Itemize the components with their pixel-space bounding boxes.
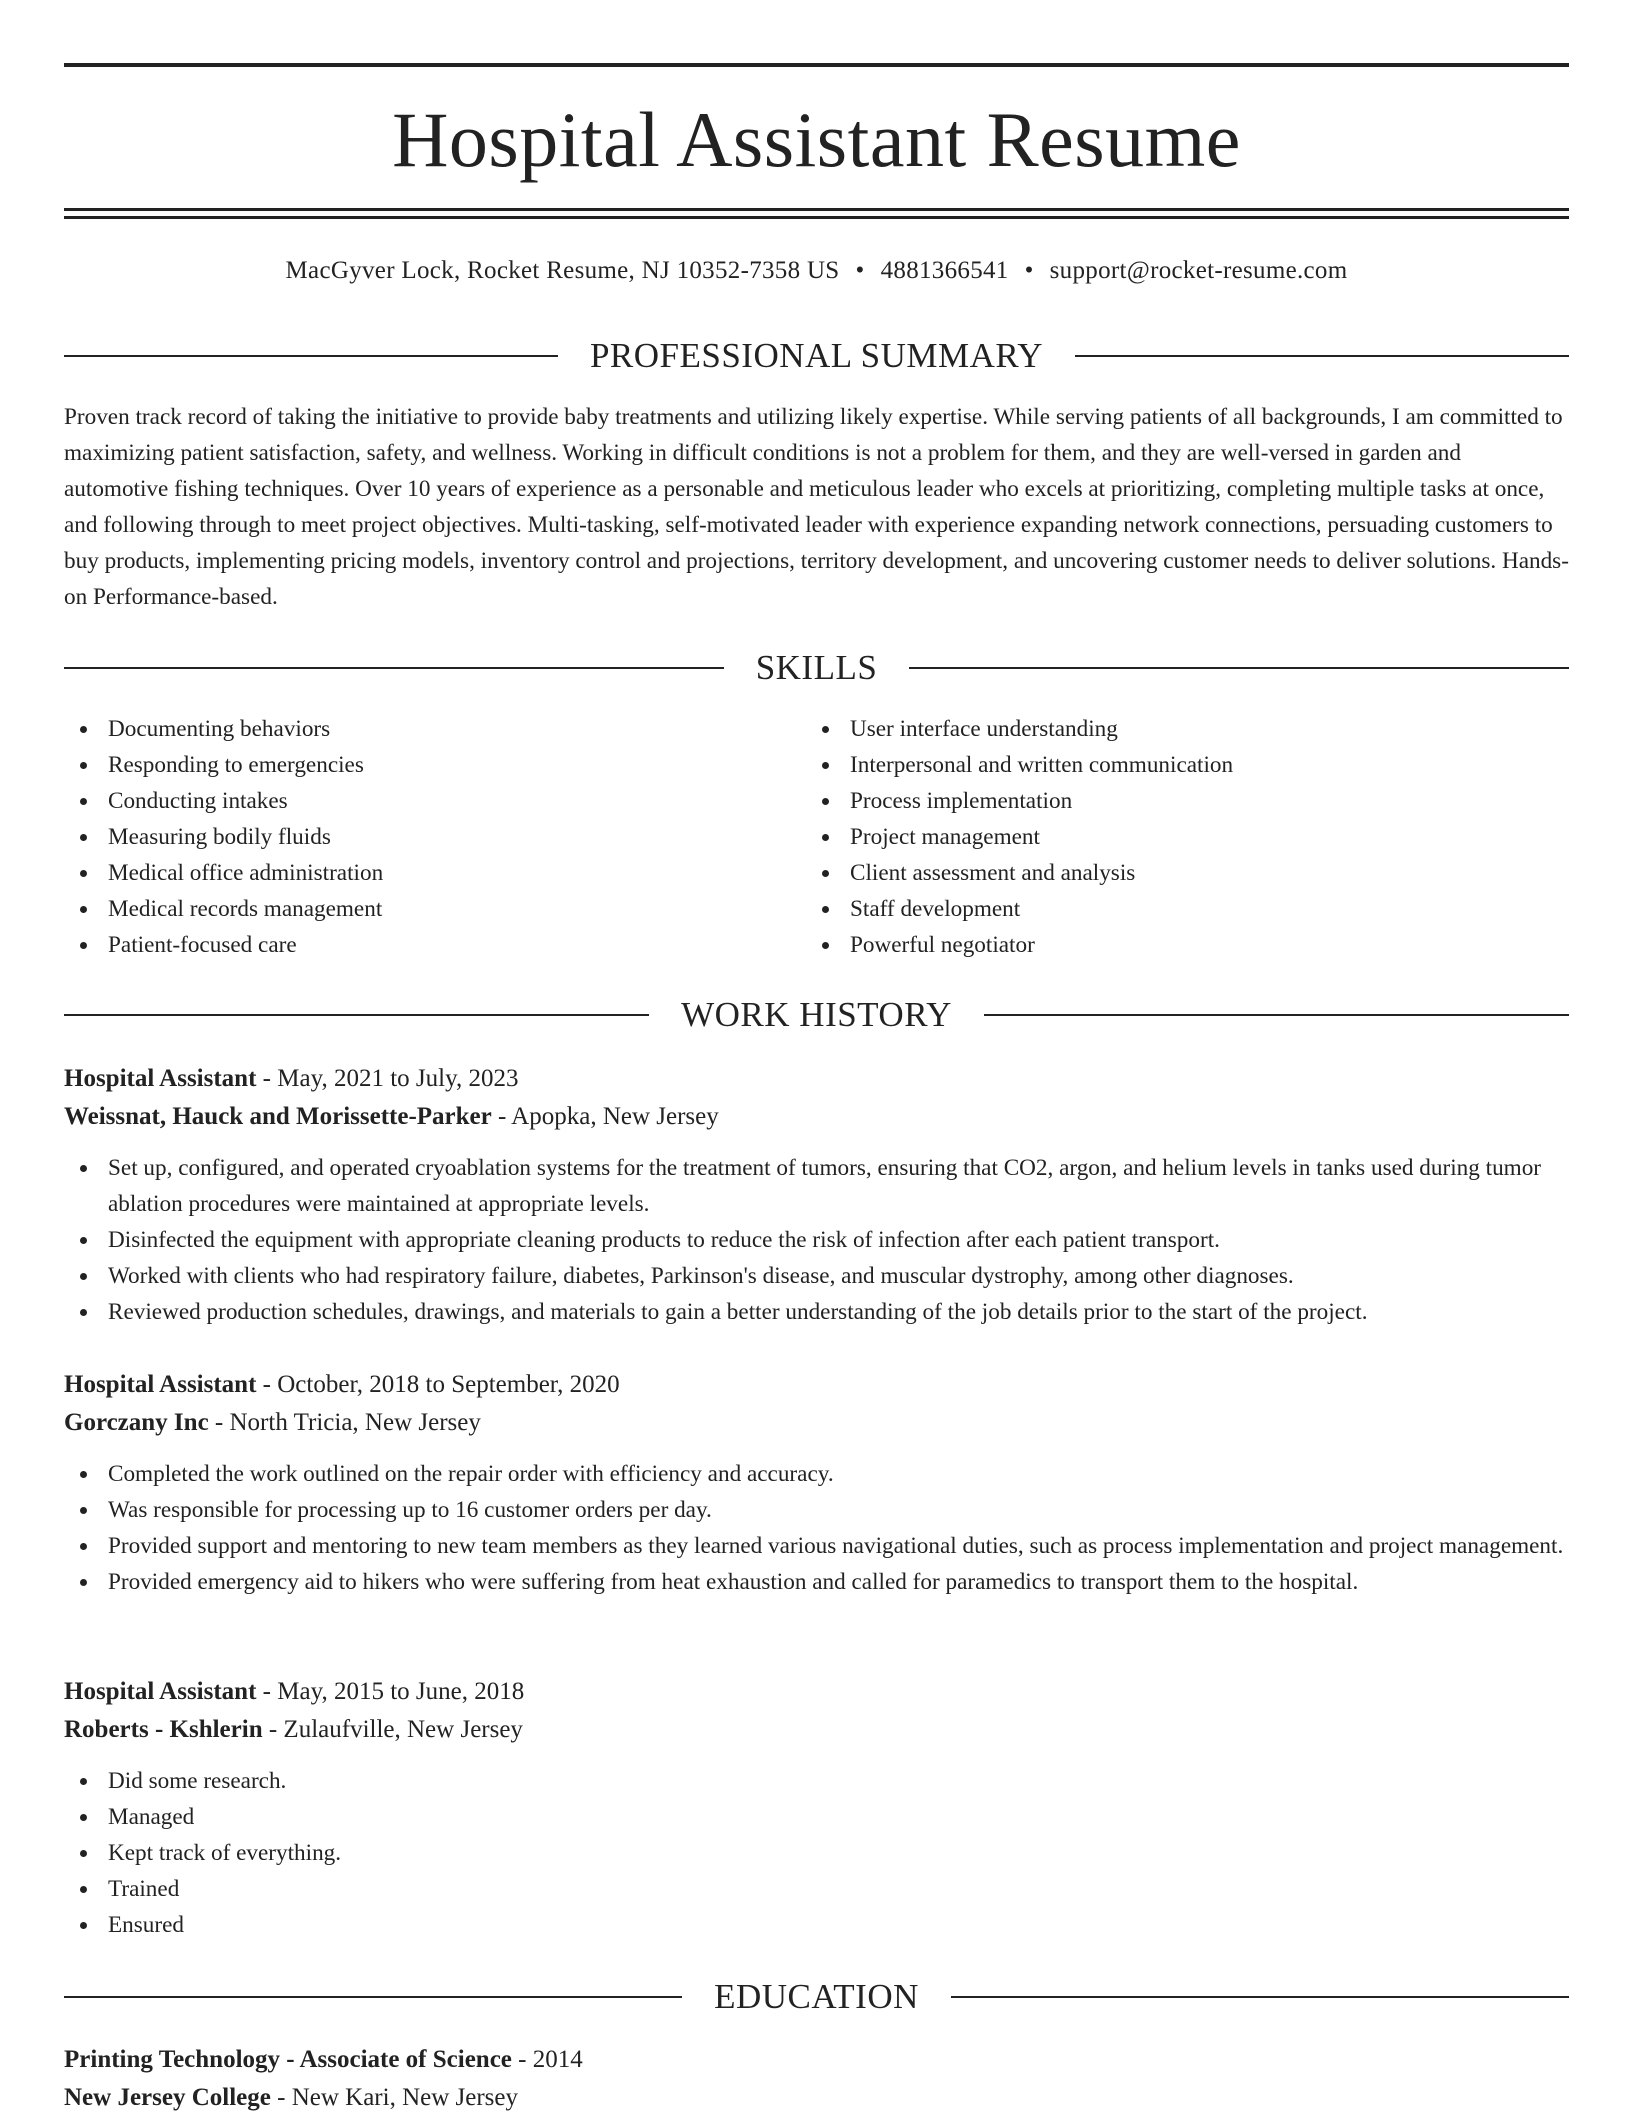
section-rule [64, 355, 558, 357]
job-entry [64, 1673, 1569, 1943]
job-bullet: Ensured [64, 1907, 1569, 1943]
title-rule-upper [64, 208, 1569, 211]
job-company: Weissnat, Hauck and Morissette-Parker [64, 1103, 492, 1130]
contact-address: MacGyver Lock, Rocket Resume, NJ 10352-7358 US [285, 257, 840, 284]
job-bullet: Set up, configured, and operated cryoablation systems for the treatment of tumors, ensuring that CO2, argon, and helium levels in tanks used during tumor ablation procedures were maintained at appropriate levels. [64, 1150, 1569, 1222]
job-bullet: Trained [64, 1871, 1569, 1907]
skills-column-left [64, 711, 804, 963]
skill-item: User interface understanding [806, 711, 1546, 747]
skill-item: Staff development [806, 891, 1546, 927]
job-entry [64, 1366, 1569, 1600]
section-title-summary: PROFESSIONAL SUMMARY [589, 336, 1044, 375]
job-company: Roberts - Kshlerin [64, 1716, 263, 1743]
job-location: - North Tricia, New Jersey [208, 1409, 481, 1436]
education-school: New Jersey College [64, 2084, 271, 2111]
job-company-line [64, 1098, 1569, 1136]
section-title-skills: SKILLS [755, 648, 878, 687]
skill-item: Medical records management [64, 891, 804, 927]
section-header-skills [64, 646, 1569, 690]
job-title: Hospital Assistant [64, 1678, 257, 1705]
skill-item: Patient-focused care [64, 927, 804, 963]
job-location: - Apopka, New Jersey [491, 1103, 719, 1130]
skill-item: Client assessment and analysis [806, 855, 1546, 891]
education-degree-line [64, 2041, 1569, 2079]
job-company: Gorczany Inc [64, 1409, 209, 1436]
job-bullet: Was responsible for processing up to 16 customer orders per day. [64, 1492, 1569, 1528]
job-company-line [64, 1711, 1569, 1749]
job-bullet: Reviewed production schedules, drawings, and materials to gain a better understanding of the job details prior to the start of the project. [64, 1294, 1569, 1330]
contact-email: support@rocket-resume.com [1049, 257, 1348, 284]
job-location: - Zulaufville, New Jersey [262, 1716, 523, 1743]
job-bullet: Kept track of everything. [64, 1835, 1569, 1871]
skill-item: Powerful negotiator [806, 927, 1546, 963]
section-rule [64, 667, 724, 669]
section-rule [984, 1014, 1569, 1016]
job-bullet: Managed [64, 1799, 1569, 1835]
job-bullet: Worked with clients who had respiratory failure, diabetes, Parkinson's disease, and muscular dystrophy, among other diagnoses. [64, 1258, 1569, 1294]
job-title: Hospital Assistant [64, 1065, 257, 1092]
job-dates: - May, 2021 to July, 2023 [256, 1065, 519, 1092]
skill-item: Process implementation [806, 783, 1546, 819]
skill-item: Conducting intakes [64, 783, 804, 819]
section-rule [64, 1996, 682, 1998]
education-location: - New Kari, New Jersey [270, 2084, 519, 2111]
skill-item: Measuring bodily fluids [64, 819, 804, 855]
title-rule-lower [64, 216, 1569, 219]
job-bullet: Disinfected the equipment with appropriate cleaning products to reduce the risk of infection after each patient transport. [64, 1222, 1569, 1258]
resume-title: Hospital Assistant Resume [392, 96, 1241, 183]
section-header-summary [64, 334, 1569, 378]
job-entry [64, 1060, 1569, 1330]
job-bullet: Did some research. [64, 1763, 1569, 1799]
contact-separator: • [1024, 257, 1034, 284]
contact-line [64, 254, 1569, 288]
education-school-line [64, 2079, 1569, 2117]
job-dates: - May, 2015 to June, 2018 [256, 1678, 525, 1705]
job-bullet: Completed the work outlined on the repair order with efficiency and accuracy. [64, 1456, 1569, 1492]
contact-separator: • [855, 257, 865, 284]
skills-column-right [806, 711, 1546, 963]
contact-phone: 4881366541 [880, 257, 1009, 284]
section-title-education: EDUCATION [714, 1977, 919, 2016]
section-rule [909, 667, 1569, 669]
section-header-work [64, 993, 1569, 1037]
section-rule [1075, 355, 1569, 357]
job-dates: - October, 2018 to September, 2020 [256, 1371, 620, 1398]
education-degree: Printing Technology - Associate of Science [64, 2046, 512, 2073]
skill-item: Responding to emergencies [64, 747, 804, 783]
section-title-work: WORK HISTORY [681, 995, 952, 1034]
job-title-line [64, 1366, 1569, 1404]
top-rule [64, 63, 1569, 67]
job-title: Hospital Assistant [64, 1371, 257, 1398]
skill-item: Medical office administration [64, 855, 804, 891]
education-year: - 2014 [511, 2046, 583, 2073]
summary-text: Proven track record of taking the initiative to provide baby treatments and utilizing likely expertise. While serving patients of all backgrounds, I am committed to maximizing patient satisfaction, safety, and wellness. Working in difficult conditions is not a problem for them, and they are well-versed in garden and automotive fishing techniques. Over 10 years of experience as a personable and meticulous leader who excels at prioritizing, completing multiple tasks at once, and following through to meet project objectives. Multi-tasking, self-motivated leader with experience expanding network connections, persuading customers to buy products, implementing pricing models, inventory control and projections, territory development, and uncovering customer needs to deliver solutions. Hands-on Performance-based. [64, 404, 1569, 610]
skill-item: Interpersonal and written communication [806, 747, 1546, 783]
section-rule [951, 1996, 1569, 1998]
skill-item: Documenting behaviors [64, 711, 804, 747]
job-bullet: Provided support and mentoring to new team members as they learned various navigational duties, such as process implementation and project management. [64, 1528, 1569, 1564]
job-company-line [64, 1404, 1569, 1442]
section-rule [64, 1014, 649, 1016]
job-bullet: Provided emergency aid to hikers who were suffering from heat exhaustion and called for paramedics to transport them to the hospital. [64, 1564, 1569, 1600]
job-title-line [64, 1673, 1569, 1711]
section-header-education [64, 1975, 1569, 2019]
job-title-line [64, 1060, 1569, 1098]
education-entry [64, 2041, 1569, 2117]
skill-item: Project management [806, 819, 1546, 855]
